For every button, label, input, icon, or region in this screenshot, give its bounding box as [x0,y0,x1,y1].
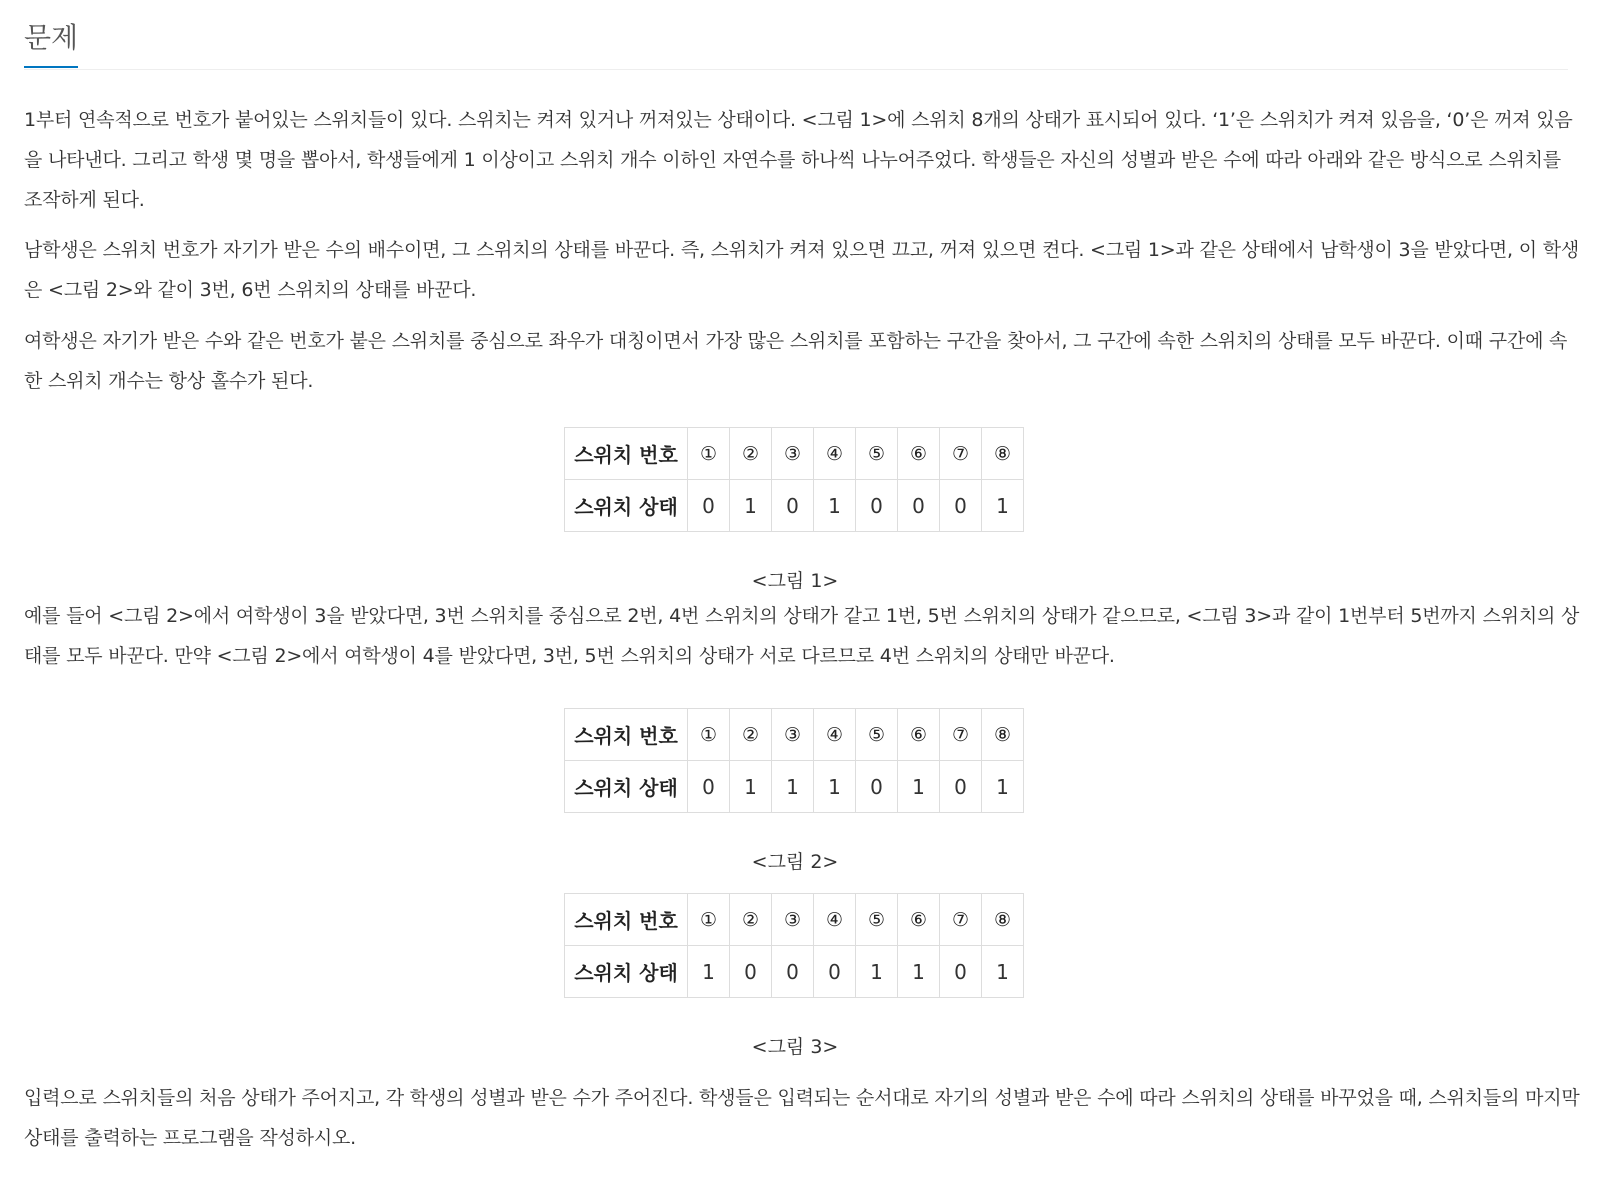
row-label-state: 스위치 상태 [565,480,688,532]
switch-state-cell: 0 [940,761,982,813]
row-label-state: 스위치 상태 [565,946,688,998]
switch-state-cell: 0 [814,946,856,998]
paragraph-boy-rule: 남학생은 스위치 번호가 자기가 받은 수의 배수이면, 그 스위치의 상태를 바꾼다. 즉, 스위치가 켜져 있으면 끄고, 꺼져 있으면 켠다. <그림 1>과 같은 상태에서 남학생이 3을 받았다면, 이 학생은 <그림 2>와 같이 3번, 6번 스위치의 상태를 바꾼다. [24,239,1580,301]
switch-number-cell: ② [730,894,772,946]
switch-state-cell: 1 [898,761,940,813]
figure-caption-1: <그림 1> [751,570,839,592]
paragraph-intro: 1부터 연속적으로 번호가 붙어있는 스위치들이 있다. 스위치는 켜져 있거나 꺼져있는 상태이다. <그림 1>에 스위치 8개의 상태가 표시되어 있다. ‘1’은 스위치가 켜져 있음을, ‘0’은 꺼져 있음을 나타낸다. 그리고 학생 몇 명을 뽑아서, 학생들에게 1 이상이고 스위치 개수 이하인 자연수를 하나씩 나누어주었다. 학생들은 자신의 성별과 받은 수에 따라 아래와 같은 방식으로 스위치를 조작하게 된다. [24,109,1573,211]
switch-number-cell: ① [688,894,730,946]
switch-state-cell: 0 [772,946,814,998]
switch-table-figure-3 [564,893,1024,998]
switch-state-cell: 0 [856,480,898,532]
switch-state-cell: 1 [730,480,772,532]
switch-number-cell: ④ [814,894,856,946]
switch-state-cell: 0 [940,946,982,998]
switch-number-cell: ② [730,709,772,761]
switch-state-cell: 0 [856,761,898,813]
switch-number-cell: ⑤ [856,709,898,761]
switch-number-cell: ⑥ [898,709,940,761]
switch-state-cell: 0 [898,480,940,532]
switch-state-cell: 1 [814,761,856,813]
switch-state-cell: 1 [982,946,1024,998]
switch-number-row [565,709,1024,761]
switch-number-cell: ⑦ [940,894,982,946]
switch-state-row [565,480,1024,532]
switch-number-cell: ⑦ [940,428,982,480]
switch-number-cell: ① [688,428,730,480]
switch-state-row [565,761,1024,813]
row-label-number: 스위치 번호 [565,894,688,946]
switch-state-cell: 0 [688,761,730,813]
row-label-number: 스위치 번호 [565,428,688,480]
paragraph-girl-rule: 여학생은 자기가 받은 수와 같은 번호가 붙은 스위치를 중심으로 좌우가 대칭이면서 가장 많은 스위치를 포함하는 구간을 찾아서, 그 구간에 속한 스위치의 상태를 모두 바꾼다. 이때 구간에 속한 스위치 개수는 항상 홀수가 된다. [24,330,1568,392]
switch-state-cell: 0 [688,480,730,532]
switch-state-cell: 1 [772,761,814,813]
switch-number-cell: ⑥ [898,428,940,480]
figure-caption-2: <그림 2> [751,851,839,873]
switch-number-cell: ⑧ [982,709,1024,761]
switch-number-cell: ② [730,428,772,480]
switch-state-cell: 1 [730,761,772,813]
row-label-state: 스위치 상태 [565,761,688,813]
switch-table-figure-1 [564,427,1024,532]
switch-number-cell: ⑥ [898,894,940,946]
switch-number-row [565,428,1024,480]
page-title: 문제 [24,22,78,68]
switch-state-cell: 1 [856,946,898,998]
switch-state-cell: 1 [898,946,940,998]
switch-number-cell: ④ [814,709,856,761]
switch-state-cell: 0 [940,480,982,532]
figure-caption-3: <그림 3> [751,1036,839,1058]
switch-number-cell: ⑦ [940,709,982,761]
switch-number-cell: ③ [772,428,814,480]
switch-state-row [565,946,1024,998]
switch-number-row [565,894,1024,946]
switch-number-cell: ⑤ [856,428,898,480]
section-header [24,14,1568,70]
switch-number-cell: ③ [772,894,814,946]
switch-state-cell: 1 [982,761,1024,813]
paragraph-example: 예를 들어 <그림 2>에서 여학생이 3을 받았다면, 3번 스위치를 중심으로 2번, 4번 스위치의 상태가 같고 1번, 5번 스위치의 상태가 같으므로, <그림 3>과 같이 1번부터 5번까지 스위치의 상태를 모두 바꾼다. 만약 <그림 2>에서 여학생이 4를 받았다면, 3번, 5번 스위치의 상태가 서로 다르므로 4번 스위치의 상태만 바꾼다. [24,605,1580,667]
switch-number-cell: ⑤ [856,894,898,946]
switch-number-cell: ④ [814,428,856,480]
switch-number-cell: ⑧ [982,428,1024,480]
switch-number-cell: ⑧ [982,894,1024,946]
switch-number-cell: ① [688,709,730,761]
row-label-number: 스위치 번호 [565,709,688,761]
switch-state-cell: 1 [688,946,730,998]
switch-state-cell: 1 [982,480,1024,532]
switch-state-cell: 0 [730,946,772,998]
switch-state-cell: 0 [772,480,814,532]
switch-number-cell: ③ [772,709,814,761]
switch-table-figure-2 [564,708,1024,813]
switch-state-cell: 1 [814,480,856,532]
paragraph-task: 입력으로 스위치들의 처음 상태가 주어지고, 각 학생의 성별과 받은 수가 주어진다. 학생들은 입력되는 순서대로 자기의 성별과 받은 수에 따라 스위치의 상태를 바꾸었을 때, 스위치들의 마지막 상태를 출력하는 프로그램을 작성하시오. [24,1087,1580,1149]
